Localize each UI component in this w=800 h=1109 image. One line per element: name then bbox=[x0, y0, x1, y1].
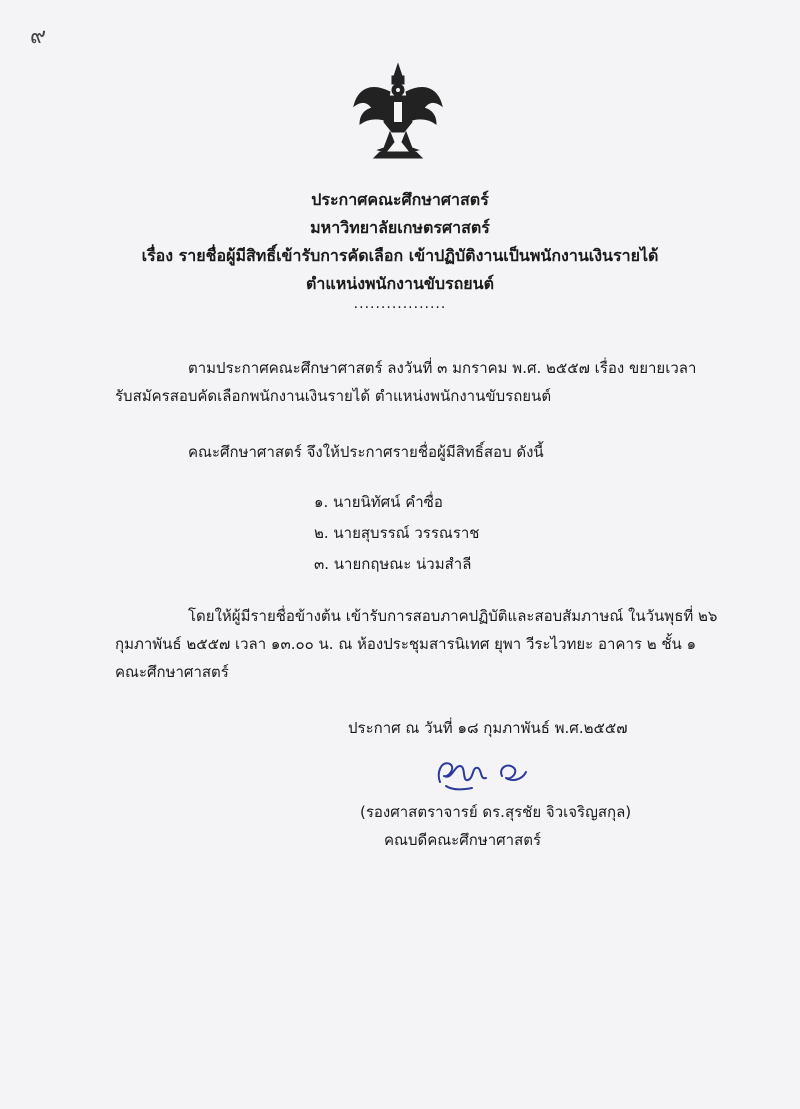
paragraph-3-line-2: กุมภาพันธ์ ๒๕๕๗ เวลา ๑๓.๐๐ น. ณ ห้องประชุมสารนิเทศ ยุพา วีระไวทยะ อาคาร ๒ ชั้น ๑ bbox=[115, 635, 697, 653]
header-title-line-1: ประกาศคณะศึกษาศาสตร์ bbox=[311, 190, 489, 209]
header-subject: เรื่อง รายชื่อผู้มีสิทธิ์เข้ารับการคัดเลือก เข้าปฏิบัติงานเป็นพนักงานเงินรายได้ bbox=[141, 246, 659, 265]
candidate-item: ๑. นายนิทัศน์ คำซื่อ bbox=[314, 493, 443, 511]
signer-name: (รองศาสตราจารย์ ดร.สุรชัย จิวเจริญสกุล) bbox=[360, 803, 632, 821]
header-position: ตำแหน่งพนักงานขับรถยนต์ bbox=[306, 274, 494, 293]
signer-title: คณบดีคณะศึกษาศาสตร์ bbox=[384, 831, 542, 849]
handwritten-signature bbox=[432, 752, 542, 794]
header-university: มหาวิทยาลัยเกษตรศาสตร์ bbox=[310, 218, 490, 237]
paragraph-1-line-2: รับสมัครสอบคัดเลือกพนักงานเงินรายได้ ตำแหน่งพนักงานขับรถยนต์ bbox=[115, 387, 552, 405]
header-separator: ................. bbox=[353, 296, 447, 312]
paragraph-2: คณะศึกษาศาสตร์ จึงให้ประกาศรายชื่อผู้มีสิทธิ์สอบ ดังนี้ bbox=[188, 443, 544, 461]
page-corner-mark: ๙ bbox=[30, 24, 47, 49]
garuda-emblem-icon bbox=[350, 62, 446, 162]
candidate-item: ๓. นายกฤษณะ น่วมสำลี bbox=[314, 555, 472, 573]
candidate-item: ๒. นายสุบรรณ์ วรรณราช bbox=[314, 524, 480, 542]
paragraph-3-line-1: โดยให้ผู้มีรายชื่อข้างต้น เข้ารับการสอบภาคปฏิบัติและสอบสัมภาษณ์ ในวันพุธที่ ๒๖ bbox=[188, 607, 718, 625]
announcement-date: ประกาศ ณ วันที่ ๑๘ กุมภาพันธ์ พ.ศ.๒๕๕๗ bbox=[348, 719, 628, 737]
paragraph-1-line-1: ตามประกาศคณะศึกษาศาสตร์ ลงวันที่ ๓ มกราคม พ.ศ. ๒๕๕๗ เรื่อง ขยายเวลา bbox=[188, 359, 697, 377]
paragraph-3-line-3: คณะศึกษาศาสตร์ bbox=[115, 663, 229, 681]
